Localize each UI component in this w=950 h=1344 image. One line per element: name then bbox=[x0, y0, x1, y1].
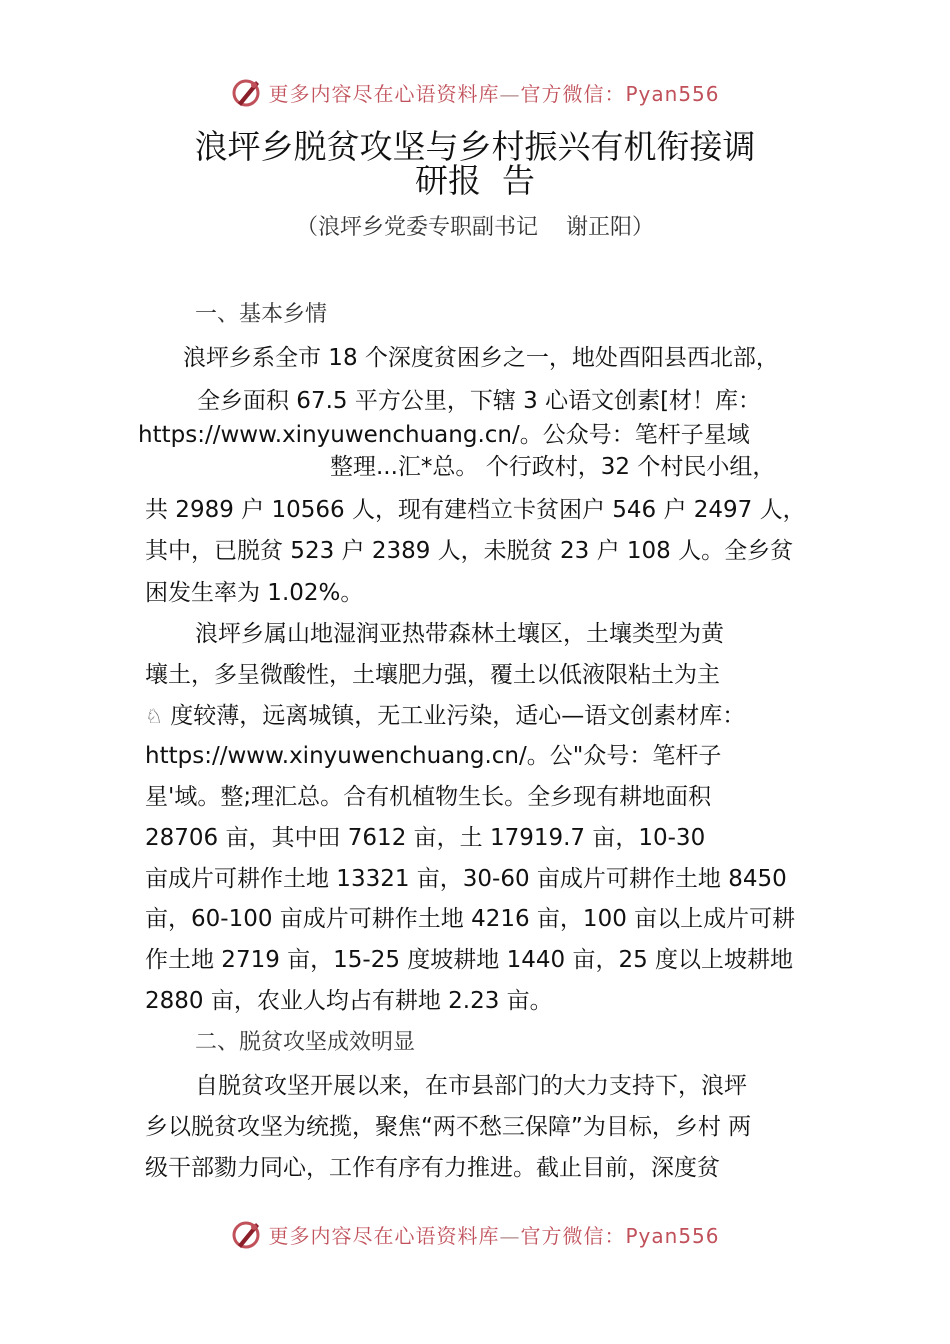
paragraph-line: 28706 亩，其中田 7612 亩，土 17919.7 亩，10-30 bbox=[145, 825, 706, 851]
paragraph-line: https://www.xinyuwenchuang.cn/。公"众号：笔杆子 bbox=[145, 743, 722, 769]
footer-watermark-banner bbox=[0, 1214, 950, 1254]
paragraph-line: 全乡面积 67.5 平方公里，下辖 3 心语文创素[材！库： bbox=[197, 388, 762, 414]
header-watermark-banner bbox=[0, 72, 950, 112]
paragraph-line-text: 度较薄，远离城镇，无工业污染，适心—语文创素材库： bbox=[170, 703, 746, 729]
watermark-text: 更多内容尽在心语资料库—官方微信：Pyan556 bbox=[268, 1223, 720, 1248]
paragraph-line bbox=[145, 701, 825, 731]
paragraph-line: 乡以脱贫攻坚为统揽，聚焦“两不愁三保障”为目标，乡村 两 bbox=[145, 1114, 752, 1140]
title-line-1: 浪坪乡脱贫攻坚与乡村振兴有机衔接调 bbox=[194, 127, 756, 166]
paragraph-line: 整理...汇*总。 个行政村，32 个村民小组， bbox=[330, 454, 776, 480]
paragraph-line: 浪坪乡系全市 18 个深度贫困乡之一，地处酉阳县西北部， bbox=[183, 345, 779, 371]
pen-logo-icon bbox=[230, 1217, 264, 1251]
watermark-text: 更多内容尽在心语资料库—官方微信：Pyan556 bbox=[268, 81, 720, 106]
paragraph-line: 星'域。整;理汇总。合有机植物生长。全乡现有耕地面积 bbox=[145, 784, 712, 810]
pen-logo-icon bbox=[230, 75, 264, 109]
paragraph-line: 2880 亩，农业人均占有耕地 2.23 亩。 bbox=[145, 988, 553, 1014]
author-subtitle: （浪坪乡党委专职副书记 谢正阳） bbox=[296, 215, 654, 240]
paragraph-line: 亩，60-100 亩成片可耕作土地 4216 亩，100 亩以上成片可耕 bbox=[145, 906, 796, 932]
paragraph-line: 壤土，多呈微酸性，土壤肥力强，覆土以低液限粘土为主 bbox=[145, 662, 720, 688]
paragraph-line: 浪坪乡属山地湿润亚热带森林土壤区，土壤类型为黄 bbox=[195, 621, 724, 647]
chess-knight-icon: ♘ bbox=[145, 704, 163, 728]
section-heading-2: 二、脱贫攻坚成效明显 bbox=[195, 1030, 416, 1055]
title-line-2: 研报 告 bbox=[415, 161, 535, 200]
paragraph-line: 自脱贫攻坚开展以来，在市县部门的大力支持下，浪坪 bbox=[195, 1073, 747, 1099]
paragraph-line: 其中，已脱贫 523 户 2389 人，未脱贫 23 户 108 人。全乡贫 bbox=[145, 538, 794, 564]
document-title bbox=[0, 127, 950, 200]
paragraph-line: 亩成片可耕作土地 13321 亩，30-60 亩成片可耕作土地 8450 bbox=[145, 866, 787, 892]
paragraph-line: 共 2989 户 10566 人，现有建档立卡贫困户 546 户 2497 人， bbox=[145, 497, 806, 523]
paragraph-line: 级干部勠力同心，工作有序有力推进。截止目前，深度贫 bbox=[145, 1155, 720, 1181]
paragraph-line: 困发生率为 1.02%。 bbox=[145, 580, 364, 606]
paragraph-line: 作土地 2719 亩，15-25 度坡耕地 1440 亩，25 度以上坡耕地 bbox=[145, 947, 794, 973]
paragraph-line: https://www.xinyuwenchuang.cn/。公众号：笔杆子星域 bbox=[138, 422, 750, 448]
section-heading-1: 一、基本乡情 bbox=[195, 302, 328, 327]
